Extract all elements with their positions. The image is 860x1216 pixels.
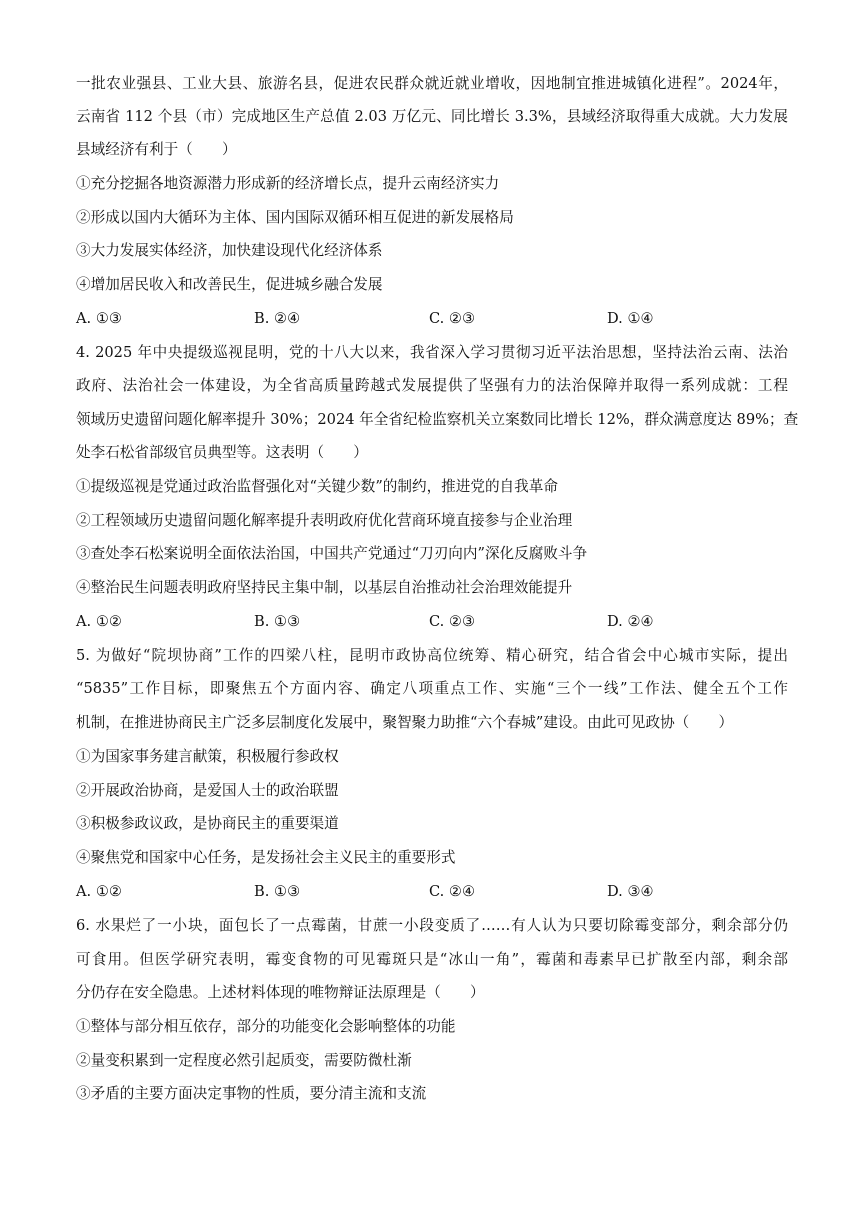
q5-statement-3: ③积极参政议政，是协商民主的重要渠道: [76, 815, 339, 832]
q3-statement-3: ③大力发展实体经济，加快建设现代化经济体系: [76, 242, 383, 259]
q6-stem-line-2: 可食用。但医学研究表明，霉变食物的可见霉斑只是“冰山一角”，霉菌和毒素早已扩散至内部，剩余部: [76, 951, 788, 968]
q4-stem-line-1: 4. 2025 年中央提级巡视昆明，党的十八大以来，我省深入学习贯彻习近平法治思想，坚持法治云南、法治: [76, 344, 788, 361]
q5-options: [76, 882, 788, 902]
q4-options: [76, 612, 788, 632]
q4-statement-2: ②工程领域历史遗留问题化解率提升表明政府优化营商环境直接参与企业治理: [76, 512, 573, 529]
q4-stem-line-4: 处李石松省部级官员典型等。这表明（ ）: [76, 444, 368, 461]
q4-stem-line-2: 政府、法治社会一体建设，为全省高质量跨越式发展提供了坚强有力的法治保障并取得一系列成就：工程: [76, 377, 788, 394]
q4-option-d: D. ②④: [607, 613, 654, 630]
q4-option-c: C. ②③: [429, 613, 476, 630]
q4-statement-1: ①提级巡视是党通过政治监督强化对“关键少数”的制约，推进党的自我革命: [76, 478, 558, 495]
q5-stem-line-3: 机制，在推进协商民主广泛多层制度化发展中，聚智聚力助推“六个春城”建设。由此可见政协（ ）: [76, 714, 734, 731]
q3-option-b: B. ②④: [254, 310, 301, 327]
q4-stem-line-3: 领域历史遗留问题化解率提升 30%；2024 年全省纪检监察机关立案数同比增长 12%，群众满意度达 89%；查: [76, 411, 799, 428]
q6-statement-2: ②量变积累到一定程度必然引起质变，需要防微杜渐: [76, 1052, 412, 1069]
q6-statement-3: ③矛盾的主要方面决定事物的性质，要分清主流和支流: [76, 1085, 427, 1102]
q5-statement-4: ④聚焦党和国家中心任务，是发扬社会主义民主的重要形式: [76, 849, 456, 866]
q3-statement-4: ④增加居民收入和改善民生，促进城乡融合发展: [76, 276, 383, 293]
q5-option-b: B. ①③: [254, 883, 301, 900]
q6-stem-line-1: 6. 水果烂了一小块，面包长了一点霉菌，甘蔗一小段变质了……有人认为只要切除霉变部分，剩余部分仍: [76, 917, 788, 934]
q4-option-a: A. ①②: [76, 613, 122, 630]
q5-option-c: C. ②④: [429, 883, 476, 900]
q5-stem-line-1: 5. 为做好“院坝协商”工作的四梁八柱，昆明市政协高位统筹、精心研究，结合省会中心城市实际，提出: [76, 647, 788, 664]
q4-option-b: B. ①③: [254, 613, 301, 630]
q4-statement-3: ③查处李石松案说明全面依法治国，中国共产党通过“刀刃向内”深化反腐败斗争: [76, 545, 588, 562]
q3-stem-line-2: 云南省 112 个县（市）完成地区生产总值 2.03 万亿元、同比增长 3.3%，县域经济取得重大成就。大力发展: [76, 108, 788, 125]
q5-statement-1: ①为国家事务建言献策，积极履行参政权: [76, 748, 339, 765]
q3-stem-line-1: 一批农业强县、工业大县、旅游名县，促进农民群众就近就业增收，因地制宜推进城镇化进程”。2024年，: [76, 75, 788, 92]
q6-statement-1: ①整体与部分相互依存，部分的功能变化会影响整体的功能: [76, 1018, 456, 1035]
q3-option-c: C. ②③: [429, 310, 476, 327]
q3-option-a: A. ①③: [76, 310, 122, 327]
q3-option-d: D. ①④: [607, 310, 654, 327]
q5-stem-line-2: “5835”工作目标，即聚焦五个方面内容、确定八项重点工作、实施“三个一线”工作法、健全五个工作: [76, 680, 788, 697]
q5-option-d: D. ③④: [607, 883, 654, 900]
q3-statement-2: ②形成以国内大循环为主体、国内国际双循环相互促进的新发展格局: [76, 209, 514, 226]
q4-statement-4: ④整治民生问题表明政府坚持民主集中制，以基层自治推动社会治理效能提升: [76, 579, 573, 596]
q3-stem-line-3: 县域经济有利于（ ）: [76, 141, 237, 158]
q3-options: [76, 309, 788, 329]
q3-statement-1: ①充分挖掘各地资源潜力形成新的经济增长点，提升云南经济实力: [76, 175, 500, 192]
q5-option-a: A. ①②: [76, 883, 122, 900]
q6-stem-line-3: 分仍存在安全隐患。上述材料体现的唯物辩证法原理是（ ）: [76, 984, 485, 1001]
q5-statement-2: ②开展政治协商，是爱国人士的政治联盟: [76, 782, 339, 799]
